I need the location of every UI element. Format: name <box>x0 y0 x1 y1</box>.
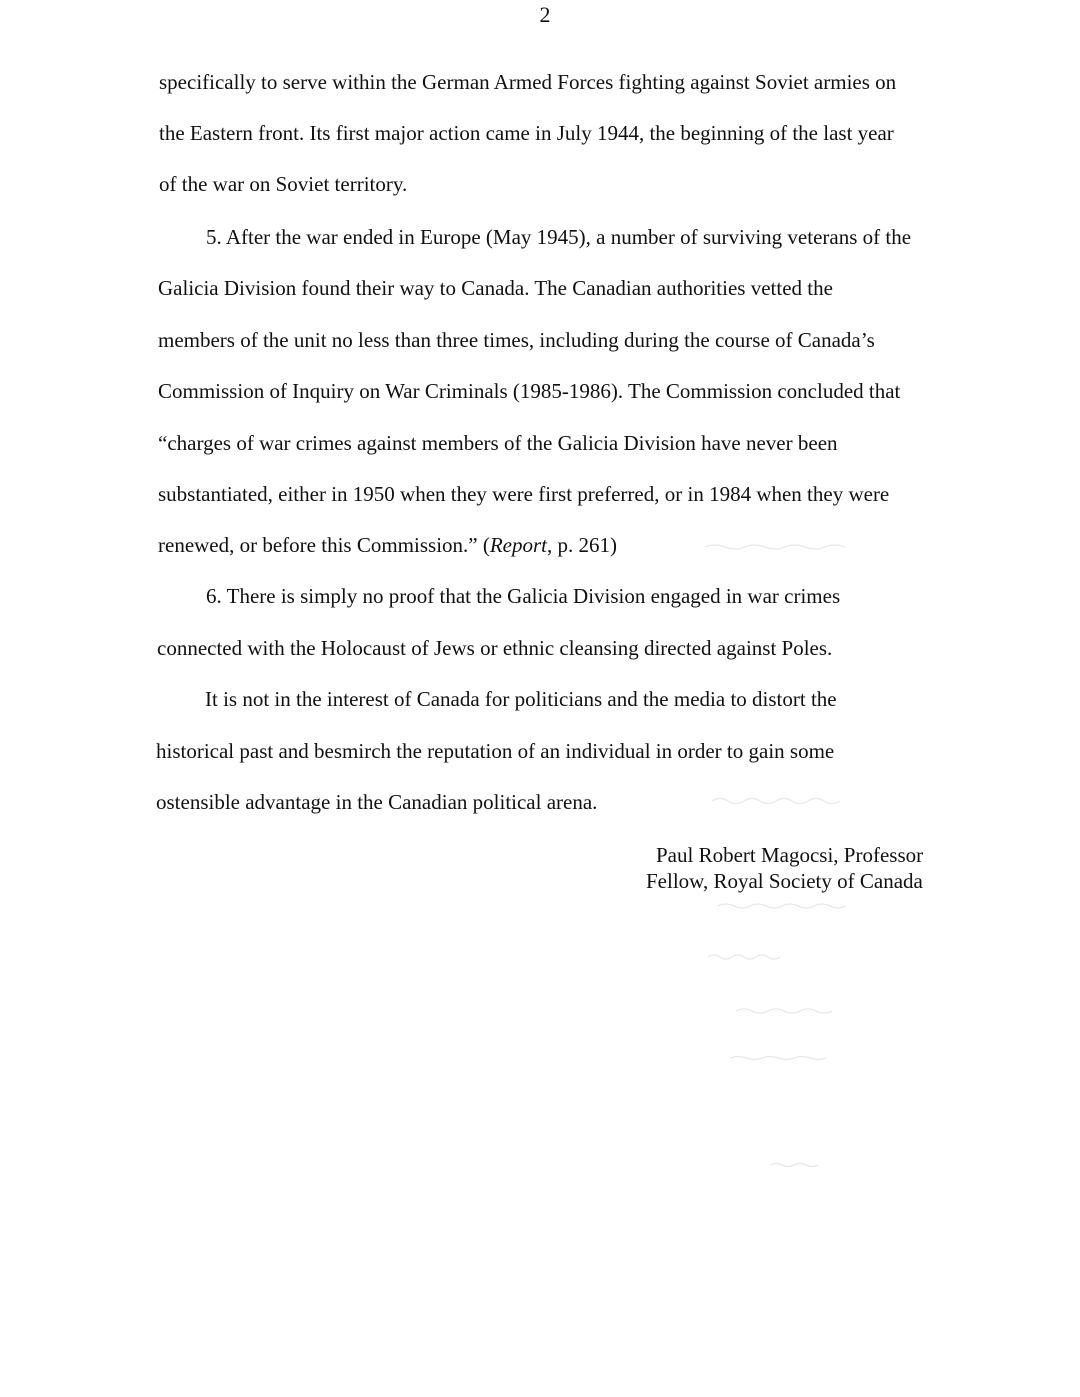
body-line: members of the unit no less than three times, including during the course of Canada’s <box>158 328 875 352</box>
body-line: connected with the Holocaust of Jews or ethnic cleansing directed against Poles. <box>157 636 833 660</box>
body-line: historical past and besmirch the reputation of an individual in order to gain some <box>156 739 835 763</box>
quotation-line: “charges of war crimes against members of the Galicia Division have never been <box>158 431 838 455</box>
citation-line <box>158 532 617 558</box>
paragraph-6-first-line: 6. There is simply no proof that the Galicia Division engaged in war crimes <box>206 584 841 608</box>
page-number: 2 <box>539 2 551 27</box>
body-line: ostensible advantage in the Canadian political arena. <box>156 790 598 814</box>
closing-paragraph-first-line: It is not in the interest of Canada for politicians and the media to distort the <box>205 687 837 711</box>
body-line: Commission of Inquiry on War Criminals (1985-1986). The Commission concluded that <box>158 379 901 403</box>
body-line: specifically to serve within the German Armed Forces fighting against Soviet armies on <box>159 70 897 94</box>
body-line: Galicia Division found their way to Canada. The Canadian authorities vetted the <box>158 276 833 300</box>
report-citation: Report <box>489 533 547 557</box>
signatory-name: Paul Robert Magocsi, Professor <box>656 843 924 867</box>
paragraph-5-first-line: 5. After the war ended in Europe (May 1945), a number of surviving veterans of the <box>206 225 912 249</box>
citation-page: , p. 261) <box>547 533 617 557</box>
citation-text: renewed, or before this Commission.” ( <box>158 533 490 557</box>
body-line: the Eastern front. Its first major action came in July 1944, the beginning of the last year <box>159 121 894 145</box>
body-line: of the war on Soviet territory. <box>159 172 408 196</box>
signatory-fellowship: Fellow, Royal Society of Canada <box>646 869 923 893</box>
quotation-line: substantiated, either in 1950 when they were first preferred, or in 1984 when they were <box>158 482 890 506</box>
